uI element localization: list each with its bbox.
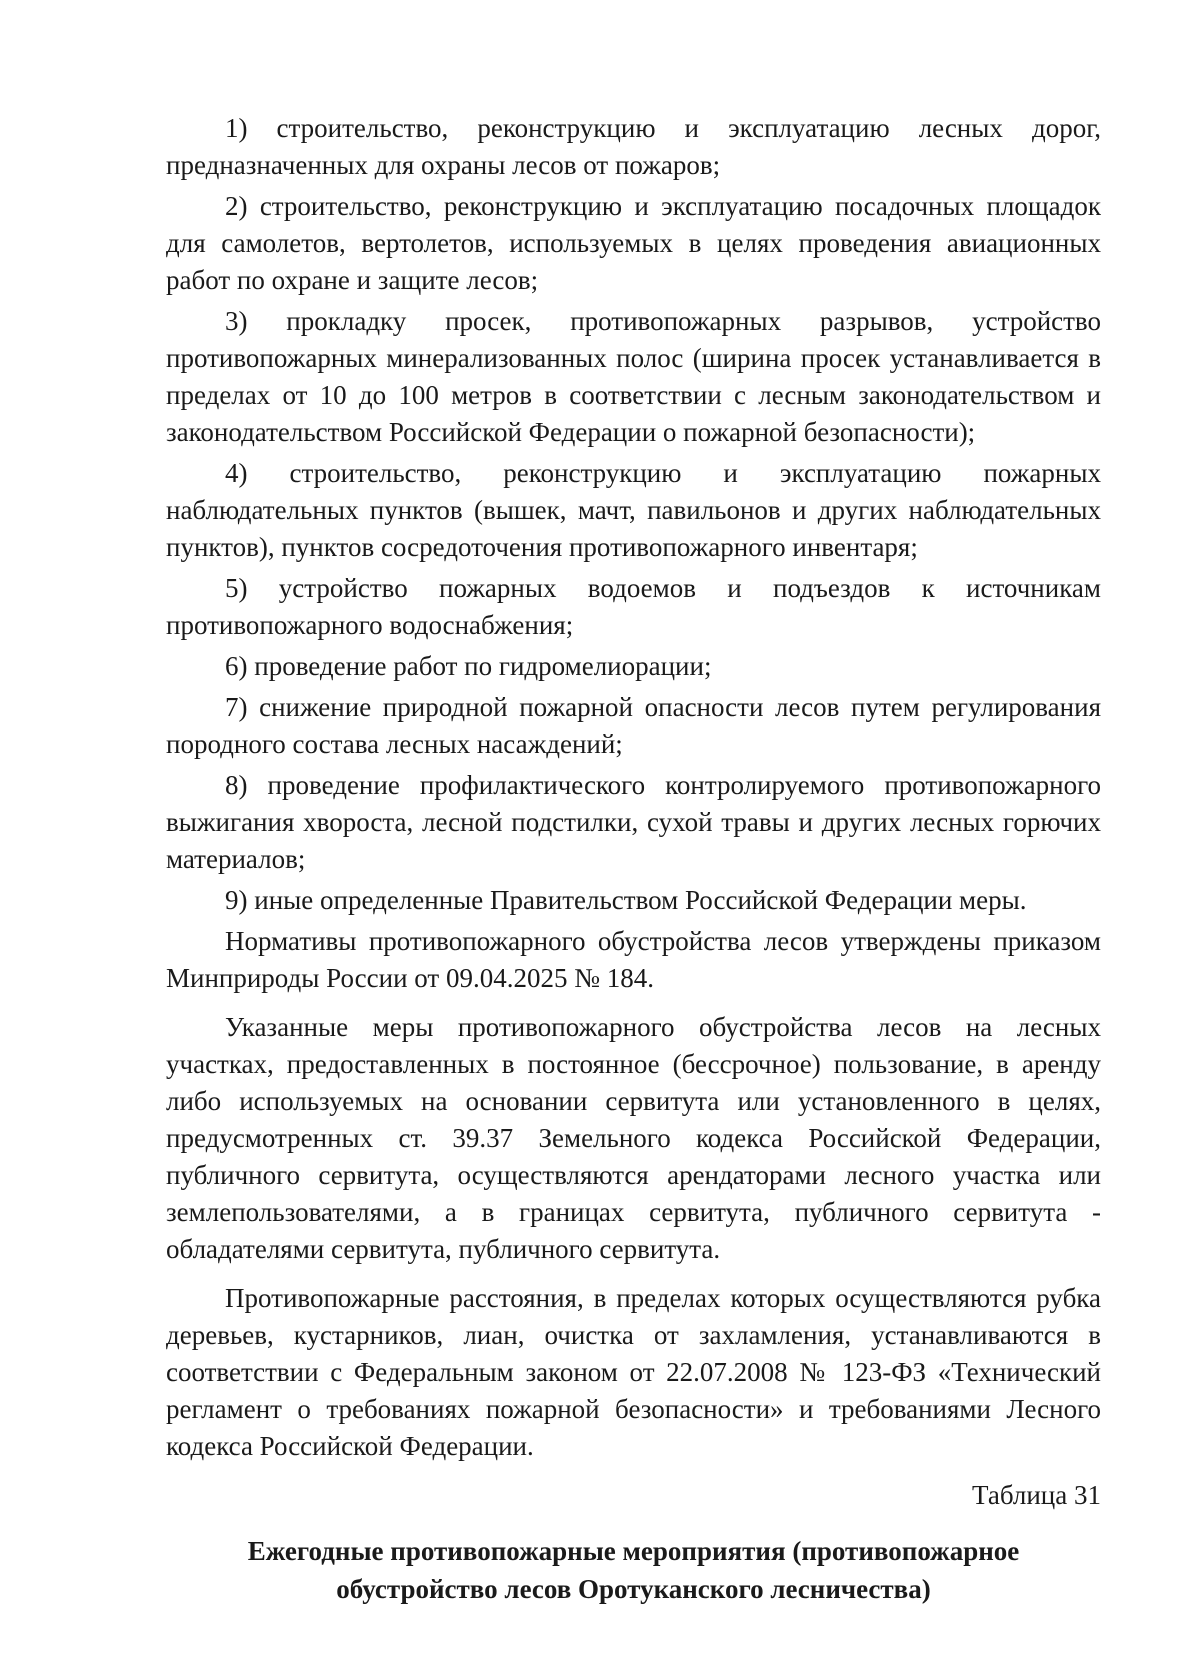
list-item-3: 3) прокладку просек, противопожарных разрывов, устройство противопожарных минерализованных полос (ширина просек устанавливается в пределах от 10 до 100 метров в соответствии с лесным законодательством и законодательством Российской Федерации о пожарной безопасности); [166, 306, 1101, 447]
distances-paragraph: Противопожарные расстояния, в пределах которых осуществляются рубка деревьев, кустарников, лиан, очистка от захламления, устанавливаются в соответствии с Федеральным законом от 22.07.2008 № 123-ФЗ «Технический регламент о требованиях пожарной безопасности» и требованиями Лесного кодекса Российской Федерации. [166, 1283, 1101, 1461]
list-item-2: 2) строительство, реконструкцию и эксплуатацию посадочных площадок для самолетов, вертолетов, используемых в целях проведения авиационных работ по охране и защите лесов; [166, 191, 1101, 295]
table-caption: Таблица 31 [972, 1480, 1101, 1510]
document-body [166, 110, 1101, 1608]
list-item-7: 7) снижение природной пожарной опасности лесов путем регулирования породного состава лесных насаждений; [166, 692, 1101, 759]
measures-paragraph: Указанные меры противопожарного обустройства лесов на лесных участках, предоставленных в постоянное (бессрочное) пользование, в аренду либо используемых на основании сервитута или установленного в целях, предусмотренных ст. 39.37 Земельного кодекса Российской Федерации, публичного сервитута, осуществляются арендаторами лесного участка или землепользователями, а в границах сервитута, публичного сервитута - обладателями сервитута, публичного сервитута. [166, 1012, 1101, 1264]
list-item-9: 9) иные определенные Правительством Российской Федерации меры. [225, 885, 1027, 915]
list-item-1: 1) строительство, реконструкцию и эксплуатацию лесных дорог, предназначенных для охраны лесов от пожаров; [166, 113, 1101, 180]
list-item-6: 6) проведение работ по гидромелиорации; [225, 651, 712, 681]
list-item-5: 5) устройство пожарных водоемов и подъездов к источникам противопожарного водоснабжения; [166, 573, 1101, 640]
table-title: Ежегодные противопожарные мероприятия (противопожарное обустройство лесов Оротуканского лесничества) [247, 1536, 1020, 1604]
list-item-8: 8) проведение профилактического контролируемого противопожарного выжигания хвороста, лесной подстилки, сухой травы и других лесных горючих материалов; [166, 770, 1101, 874]
normatives-paragraph: Нормативы противопожарного обустройства лесов утверждены приказом Минприроды России от 09.04.2025 № 184. [166, 926, 1101, 993]
list-item-4: 4) строительство, реконструкцию и эксплуатацию пожарных наблюдательных пунктов (вышек, мачт, павильонов и других наблюдательных пунктов), пунктов сосредоточения противопожарного инвентаря; [166, 458, 1101, 562]
